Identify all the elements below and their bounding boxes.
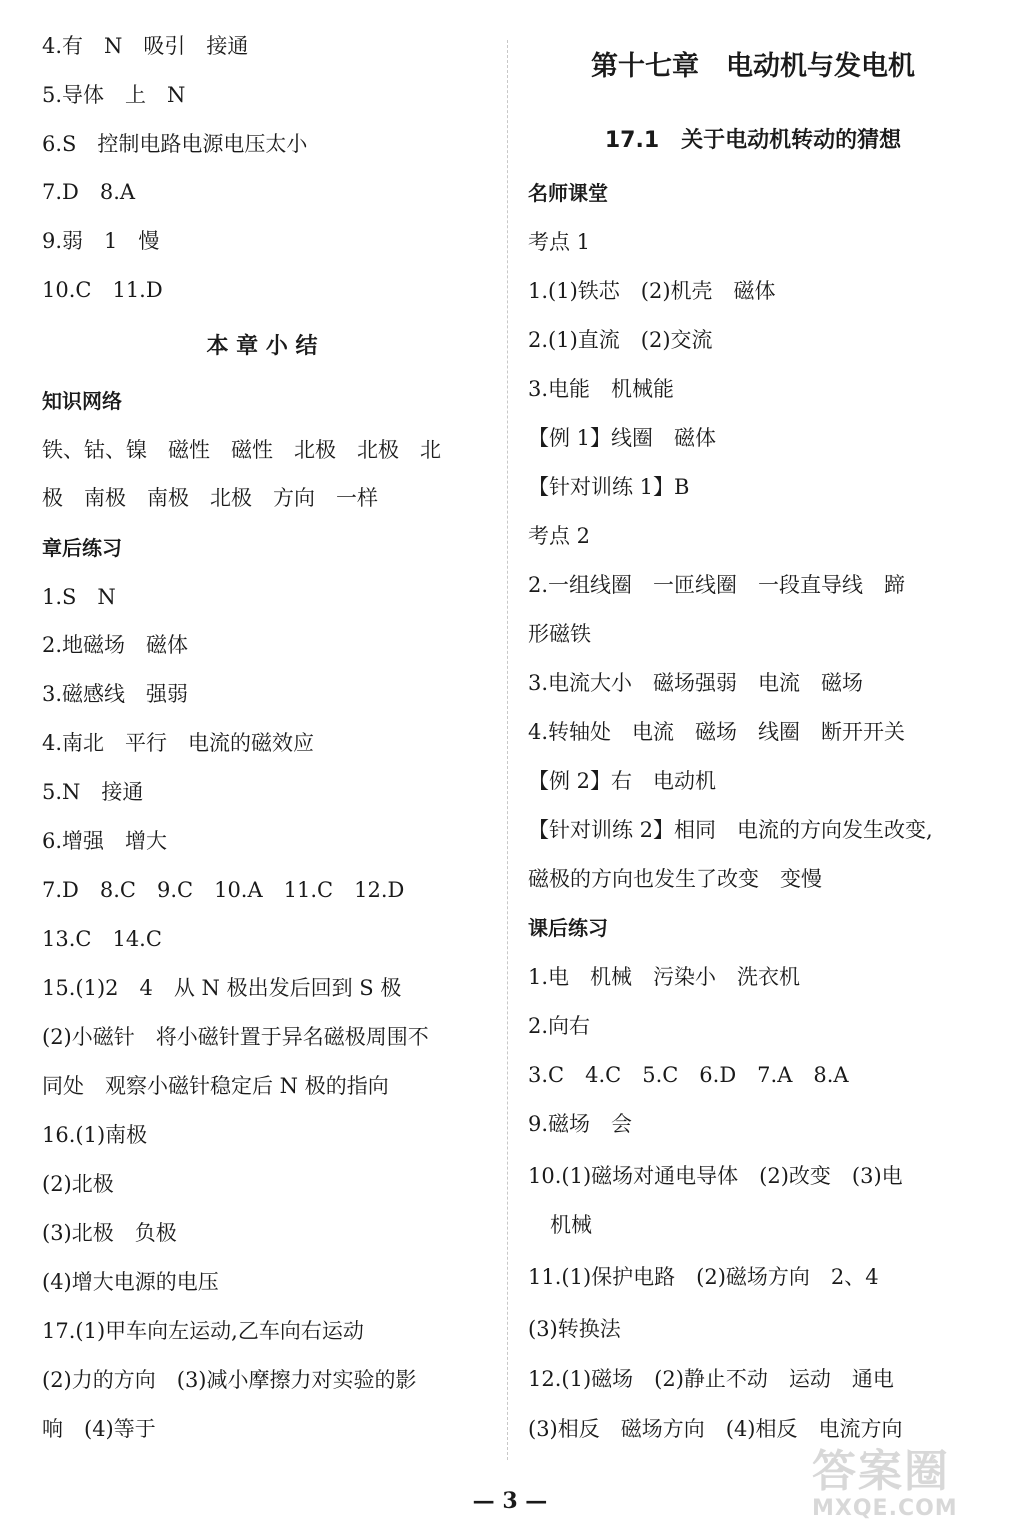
answer-line: 12.(1)磁场 (2)静止不动 运动 通电 <box>528 1367 894 1391</box>
answer-line: (2)小磁针 将小磁针置于异名磁极周围不 <box>42 1025 429 1049</box>
answer-line: 10.C 11.D <box>42 278 163 302</box>
answer-line: 11.(1)保护电路 (2)磁场方向 2、4 <box>528 1265 879 1289</box>
section-heading: 名师课堂 <box>528 181 608 205</box>
answer-line: 15.(1)2 4 从 N 极出发后回到 S 极 <box>42 976 402 1000</box>
answer-line: 3.电能 机械能 <box>528 377 675 401</box>
section-heading: 课后练习 <box>528 916 608 940</box>
answer-line: (2)力的方向 (3)减小摩擦力对实验的影 <box>42 1368 417 1392</box>
answer-line: 7.D 8.A <box>42 180 136 204</box>
watermark-title: 答案圈 <box>812 1446 950 1497</box>
chapter-summary-heading: 本 章 小 结 <box>206 334 318 359</box>
answer-line: (4)增大电源的电压 <box>42 1270 219 1294</box>
answer-line: 机械 <box>550 1213 592 1237</box>
answer-line: 响 (4)等于 <box>42 1417 156 1441</box>
answer-line: 2.地磁场 磁体 <box>42 633 189 657</box>
answer-line: 铁、钴、镍 磁性 磁性 北极 北极 北 <box>42 438 441 462</box>
answer-line: 极 南极 南极 北极 方向 一样 <box>42 486 378 510</box>
answer-line: 形磁铁 <box>528 622 591 646</box>
answer-line: (3)相反 磁场方向 (4)相反 电流方向 <box>528 1417 903 1441</box>
answer-line: 7.D 8.C 9.C 10.A 11.C 12.D <box>42 878 405 902</box>
answer-line: 4.有 N 吸引 接通 <box>42 34 249 58</box>
answer-line: 4.转轴处 电流 磁场 线圈 断开开关 <box>528 720 906 744</box>
page-number: — 3 — <box>472 1488 548 1514</box>
answer-line: 4.南北 平行 电流的磁效应 <box>42 731 315 755</box>
section-heading: 章后练习 <box>42 536 122 560</box>
answer-line: 【例 2】右 电动机 <box>528 769 717 793</box>
answer-line: 3.磁感线 强弱 <box>42 682 189 706</box>
answer-line: 17.(1)甲车向左运动,乙车向右运动 <box>42 1319 364 1343</box>
answer-line: 3.C 4.C 5.C 6.D 7.A 8.A <box>528 1063 849 1087</box>
watermark-url: MXQE.COM <box>812 1496 958 1521</box>
chapter-title: 第十七章 电动机与发电机 <box>591 51 915 82</box>
answer-line: 16.(1)南极 <box>42 1123 148 1147</box>
answer-line: 1.S N <box>42 585 116 609</box>
answer-line: 9.弱 1 慢 <box>42 229 160 253</box>
answer-line: 【例 1】线圈 磁体 <box>528 426 717 450</box>
answer-line: 1.电 机械 污染小 洗衣机 <box>528 965 801 989</box>
answer-line: 13.C 14.C <box>42 927 162 951</box>
answer-line: 2.一组线圈 一匝线圈 一段直导线 蹄 <box>528 573 906 597</box>
answer-line: 10.(1)磁场对通电导体 (2)改变 (3)电 <box>528 1164 903 1188</box>
answer-line: 1.(1)铁芯 (2)机壳 磁体 <box>528 279 776 303</box>
answer-line: 【针对训练 2】相同 电流的方向发生改变, <box>528 818 933 842</box>
answer-line: (2)北极 <box>42 1172 114 1196</box>
answer-line: 考点 2 <box>528 524 591 548</box>
answer-line: 3.电流大小 磁场强弱 电流 磁场 <box>528 671 864 695</box>
section-heading: 知识网络 <box>42 389 122 413</box>
answer-line: 同处 观察小磁针稳定后 N 极的指向 <box>42 1074 389 1098</box>
answer-line: 5.导体 上 N <box>42 83 186 107</box>
answer-line: 考点 1 <box>528 230 591 254</box>
answer-line: 6.S 控制电路电源电压太小 <box>42 132 308 156</box>
answer-line: 5.N 接通 <box>42 780 144 804</box>
section-title: 17.1 关于电动机转动的猜想 <box>604 128 902 153</box>
answer-line: 2.向右 <box>528 1014 591 1038</box>
answer-line: 6.增强 增大 <box>42 829 168 853</box>
watermark-logo <box>812 1448 1002 1528</box>
answer-line: 磁极的方向也发生了改变 变慢 <box>528 867 822 891</box>
answer-line: (3)转换法 <box>528 1317 621 1341</box>
answer-line: 2.(1)直流 (2)交流 <box>528 328 713 352</box>
answer-line: 【针对训练 1】B <box>528 475 690 499</box>
answer-line: 9.磁场 会 <box>528 1112 633 1136</box>
answer-line: (3)北极 负极 <box>42 1221 177 1245</box>
column-divider <box>507 40 508 1460</box>
